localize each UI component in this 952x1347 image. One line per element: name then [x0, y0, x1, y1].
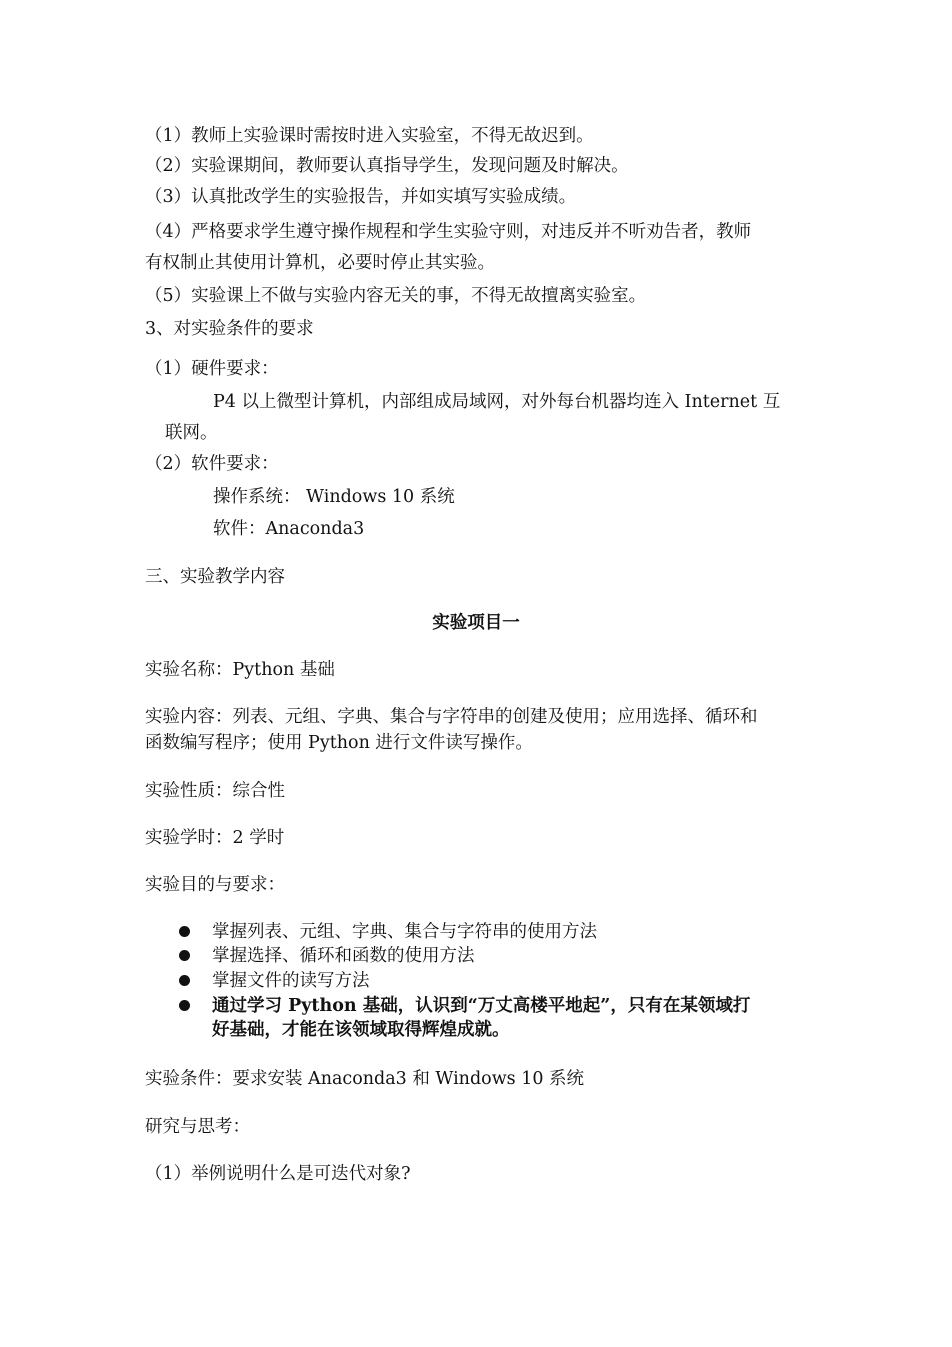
bullet-icon [179, 926, 190, 937]
project-hours: 实验学时：2 学时 [145, 828, 285, 848]
teacher-rule-3: （3）认真批改学生的实验报告，并如实填写实验成绩。 [145, 187, 577, 207]
bullet-icon [179, 950, 190, 961]
project-content-line2: 函数编写程序；使用 Python 进行文件读写操作。 [145, 733, 533, 753]
bullet-icon [179, 1000, 190, 1011]
teacher-rule-5: （5）实验课上不做与实验内容无关的事，不得无故擅离实验室。 [145, 286, 647, 306]
project-content-line1: 实验内容：列表、元组、字典、集合与字符串的创建及使用；应用选择、循环和 [145, 707, 758, 727]
goal-item-3: 掌握文件的读写方法 [212, 971, 370, 991]
hardware-label: （1）硬件要求： [145, 359, 279, 379]
teacher-rule-1: （1）教师上实验课时需按时进入实验室，不得无故迟到。 [145, 126, 594, 146]
section-title: 三、实验教学内容 [145, 567, 285, 587]
goal-item-2: 掌握选择、循环和函数的使用方法 [212, 946, 475, 966]
goal-item-4-line2: 好基础，才能在该领域取得辉煌成就。 [212, 1020, 510, 1040]
goal-item-1: 掌握列表、元组、字典、集合与字符串的使用方法 [212, 922, 597, 942]
software-label: （2）软件要求： [145, 454, 279, 474]
goal-item-4-line1: 通过学习 Python 基础，认识到“万丈高楼平地起”，只有在某领域打 [212, 996, 751, 1016]
teacher-rule-4-line1: （4）严格要求学生遵守操作规程和学生实验守则，对违反并不听劝告者，教师 [145, 222, 752, 242]
conditions-heading: 3、对实验条件的要求 [145, 319, 314, 339]
teacher-rule-2: （2）实验课期间，教师要认真指导学生，发现问题及时解决。 [145, 156, 629, 176]
hardware-desc-line2: 联网。 [165, 423, 218, 443]
project-requirements: 实验条件：要求安装 Anaconda3 和 Windows 10 系统 [145, 1069, 585, 1089]
project-name: 实验名称：Python 基础 [145, 660, 335, 680]
research-question-1: （1）举例说明什么是可迭代对象? [145, 1164, 411, 1184]
software-anaconda: 软件：Anaconda3 [213, 519, 365, 539]
hardware-desc-line1: P4 以上微型计算机，内部组成局域网，对外每台机器均连入 Internet 互 [213, 392, 781, 412]
bullet-icon [179, 975, 190, 986]
teacher-rule-4-line2: 有权制止其使用计算机，必要时停止其实验。 [145, 253, 495, 273]
software-os: 操作系统： Windows 10 系统 [213, 487, 455, 507]
project-nature: 实验性质：综合性 [145, 781, 285, 801]
research-label: 研究与思考： [145, 1117, 250, 1137]
project-title: 实验项目一 [432, 613, 520, 633]
project-goals-label: 实验目的与要求： [145, 875, 285, 895]
